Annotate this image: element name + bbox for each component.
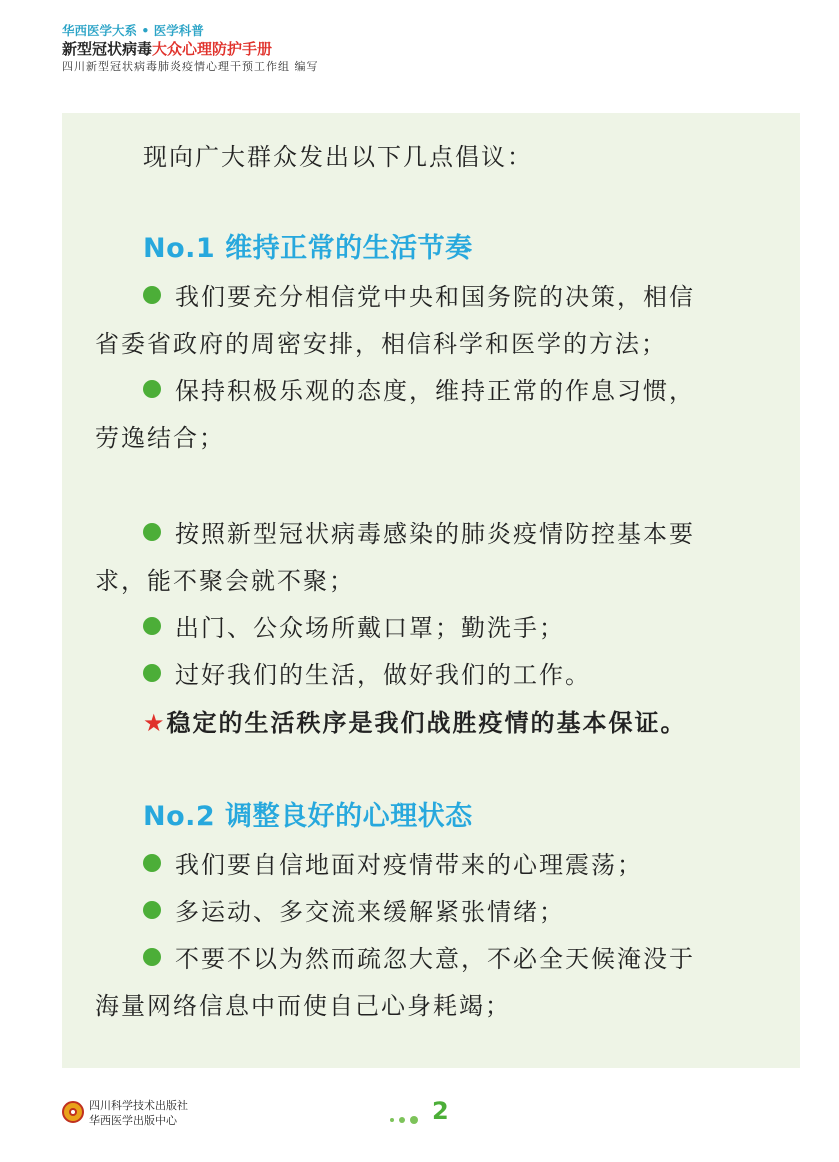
bullet-icon: [143, 948, 161, 966]
section2-item1: 我们要自信地面对疫情带来的心理震荡；: [143, 845, 643, 880]
section1-heading: No.1 维持正常的生活节奏: [143, 233, 473, 264]
bullet-icon: [143, 380, 161, 398]
section1-item2-line2: 劳逸结合；: [95, 424, 225, 452]
bullet-icon: [143, 617, 161, 635]
section1-item3-line2: 求，能不聚会就不聚；: [95, 567, 355, 595]
page-header: [62, 22, 319, 75]
page-dots-icon: [390, 1109, 423, 1128]
section2-item3-line1: 不要不以为然而疏忽大意，不必全天候淹没于: [143, 939, 695, 974]
book-title-main: 新型冠状病毒: [62, 40, 153, 58]
book-title-highlight: 大众心理防护手册: [152, 40, 273, 58]
bullet-icon: [143, 523, 161, 541]
book-author: 四川新型冠状病毒肺炎疫情心理干预工作组 编写: [62, 60, 319, 73]
section2-item2: 多运动、多交流来缓解紧张情绪；: [143, 892, 565, 927]
section1-item4: 出门、公众场所戴口罩；勤洗手；: [143, 608, 565, 643]
section1-emphasis: ★稳定的生活秩序是我们战胜疫情的基本保证。: [143, 709, 687, 737]
section1-item1-line1: 我们要充分相信党中央和国务院的决策，相信: [143, 277, 695, 312]
section1-item2-line1: 保持积极乐观的态度，维持正常的作息习惯，: [143, 371, 695, 406]
page-number: 2: [432, 1097, 449, 1125]
section2-item3-line2: 海量网络信息中而使自己心身耗竭；: [95, 992, 511, 1020]
bullet-icon: [143, 286, 161, 304]
publisher-name-1: 四川科学技术出版社: [89, 1099, 188, 1112]
bullet-icon: [143, 854, 161, 872]
publisher-logo-icon: [62, 1101, 84, 1123]
section1-item5: 过好我们的生活，做好我们的工作。: [143, 655, 591, 690]
book-title: [62, 39, 319, 59]
star-icon: ★: [143, 709, 167, 737]
section1-item1-line2: 省委省政府的周密安排，相信科学和医学的方法；: [95, 330, 667, 358]
intro-text: 现向广大群众发出以下几点倡议：: [143, 143, 533, 171]
book-series: 华西医学大系 • 医学科普: [62, 23, 204, 38]
bullet-icon: [143, 901, 161, 919]
section1-item3-line1: 按照新型冠状病毒感染的肺炎疫情防控基本要: [143, 514, 695, 549]
section2-heading: No.2 调整良好的心理状态: [143, 801, 473, 832]
publisher-name-2: 华西医学出版中心: [89, 1114, 177, 1127]
bullet-icon: [143, 664, 161, 682]
